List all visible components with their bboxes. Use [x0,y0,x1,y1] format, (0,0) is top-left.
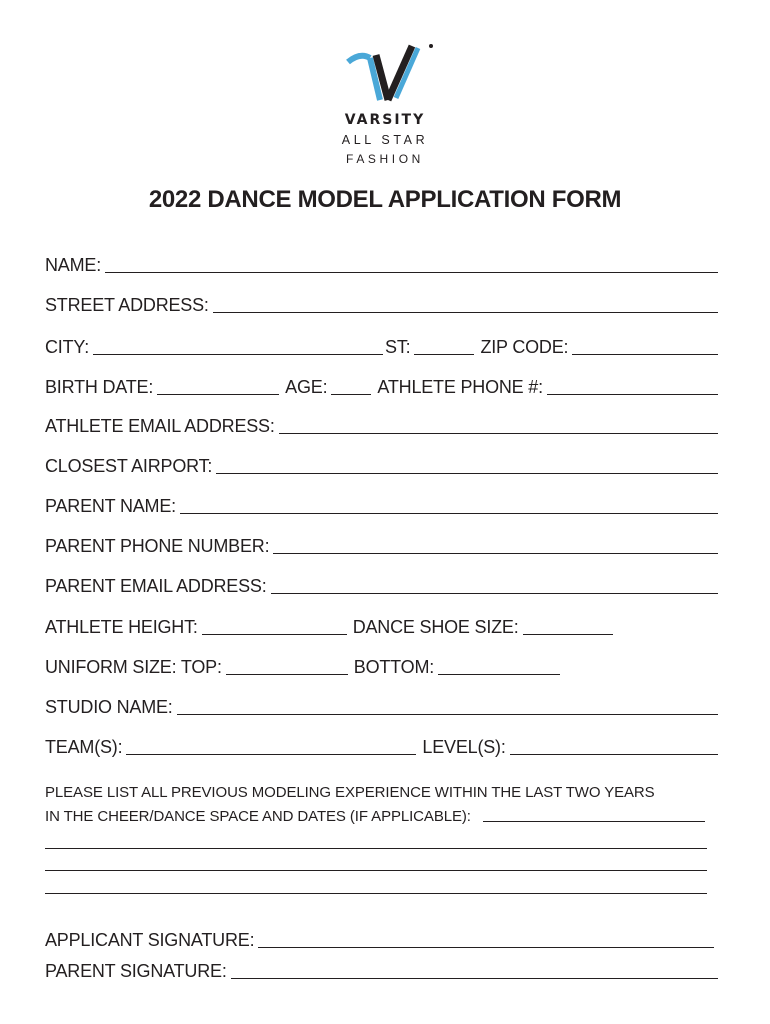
name-field[interactable] [105,272,718,273]
varsity-logo [335,40,435,170]
age-label: AGE: [285,377,328,397]
brand-fashion: FASHION [346,152,424,166]
city-row [45,336,718,358]
phone-label: ATHLETE PHONE #: [377,377,543,397]
airport-row [45,455,718,477]
parent-signature-row [45,960,718,982]
parent-name-label: PARENT NAME: [45,496,176,516]
street-field[interactable] [213,312,718,313]
parent-phone-field[interactable] [273,553,718,554]
brand-all-star: ALL STAR [341,133,429,147]
levels-label: LEVEL(S): [422,737,506,757]
experience-prompt-line2-row [45,808,705,825]
parent-signature-label: PARENT SIGNATURE: [45,961,227,981]
city-field[interactable] [93,354,383,355]
height-row [45,616,718,638]
varsity-v-icon [340,40,435,108]
email-label: ATHLETE EMAIL ADDRESS: [45,416,275,436]
teams-row [45,736,718,758]
teams-label: TEAM(S): [45,737,123,757]
phone-field[interactable] [547,394,718,395]
applicant-signature-row [45,929,718,951]
height-field[interactable] [202,634,347,635]
email-field[interactable] [279,433,718,434]
uniform-top-field[interactable] [226,674,348,675]
name-row [45,254,718,276]
studio-label: STUDIO NAME: [45,697,173,717]
street-label: STREET ADDRESS: [45,295,209,315]
shoe-field[interactable] [523,634,613,635]
uniform-top-label: UNIFORM SIZE: TOP: [45,657,222,677]
experience-prompt-line1: PLEASE LIST ALL PREVIOUS MODELING EXPERIENCE WITHIN THE LAST TWO YEARS [45,784,655,801]
zip-label: ZIP CODE: [480,337,569,357]
experience-field-4[interactable] [45,893,707,894]
uniform-row [45,656,718,678]
parent-email-field[interactable] [271,593,718,594]
parent-name-row [45,495,718,517]
bottom-field[interactable] [438,674,560,675]
height-label: ATHLETE HEIGHT: [45,617,198,637]
st-label: ST: [385,337,411,357]
studio-row [45,696,718,718]
experience-field-3[interactable] [45,870,707,871]
zip-field[interactable] [572,354,718,355]
parent-signature-field[interactable] [231,978,718,979]
birth-field[interactable] [157,394,279,395]
parent-phone-label: PARENT PHONE NUMBER: [45,536,270,556]
airport-label: CLOSEST AIRPORT: [45,456,213,476]
parent-email-row [45,575,718,597]
brand-varsity: VARSITY [344,112,426,128]
shoe-label: DANCE SHOE SIZE: [352,617,519,637]
st-field[interactable] [414,354,474,355]
experience-prompt-line2: IN THE CHEER/DANCE SPACE AND DATES (IF APPLICABLE): [45,808,471,825]
levels-field[interactable] [510,754,718,755]
airport-field[interactable] [216,473,718,474]
bottom-label: BOTTOM: [353,657,435,677]
parent-name-field[interactable] [180,513,718,514]
experience-field-1[interactable] [483,821,705,822]
email-row [45,415,718,437]
name-label: NAME: [45,255,102,275]
applicant-signature-label: APPLICANT SIGNATURE: [45,930,255,950]
experience-field-2[interactable] [45,848,707,849]
city-label: CITY: [45,337,90,357]
street-row [45,294,718,316]
birth-row [45,376,718,398]
teams-field[interactable] [126,754,416,755]
birth-label: BIRTH DATE: [45,377,154,397]
page-title: 2022 DANCE MODEL APPLICATION FORM [148,186,622,213]
studio-field[interactable] [177,714,718,715]
parent-email-label: PARENT EMAIL ADDRESS: [45,576,267,596]
applicant-signature-field[interactable] [258,947,714,948]
age-field[interactable] [331,394,371,395]
parent-phone-row [45,535,718,557]
